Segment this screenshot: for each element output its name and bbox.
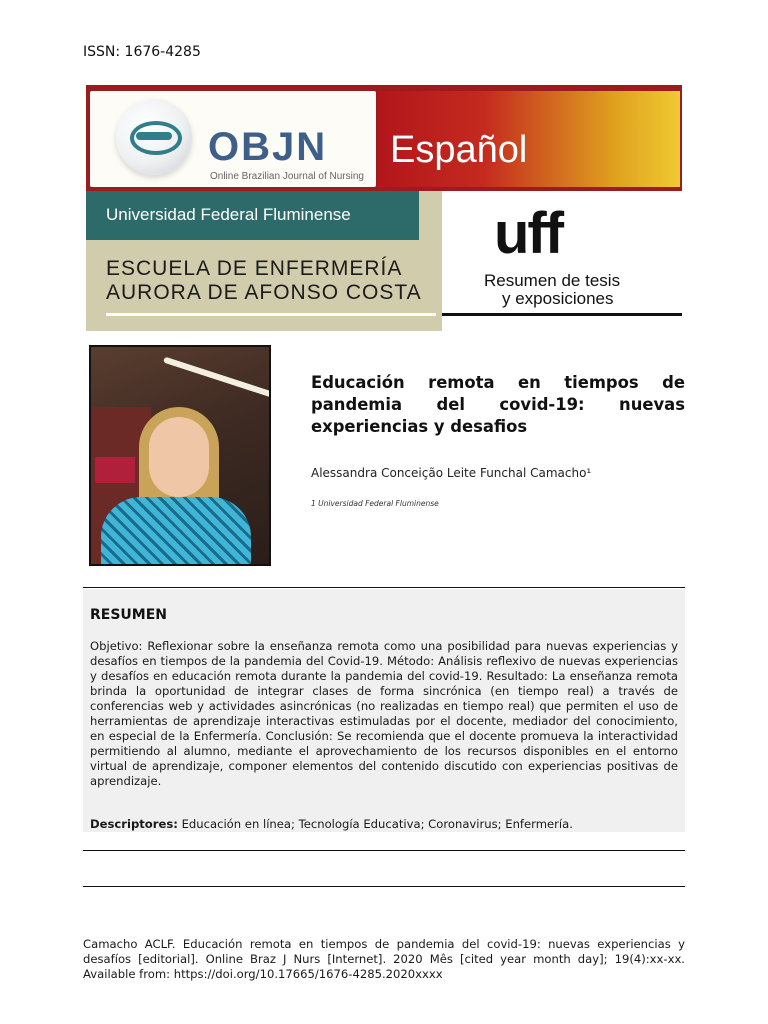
school-divider <box>106 313 436 316</box>
journal-logo-box <box>90 91 376 187</box>
section-divider <box>442 313 682 316</box>
article-author: Alessandra Conceição Leite Funchal Camacho¹ <box>311 466 592 480</box>
abstract-heading: RESUMEN <box>90 607 168 623</box>
article-title: Educación remota en tiempos de pandemia del covid-19: nuevas experiencias y desafios <box>311 373 685 436</box>
university-strip <box>86 191 419 240</box>
abstract-box <box>83 589 685 832</box>
citation: Camacho ACLF. Educación remota en tiempos de pandemia del covid-19: nuevas experiencias y desafíos [editorial]. Online Braz J Nurs [Internet]. 2020 Mês [cited year month day]; 19(4):xx-xx. Available from: https://doi.org/10.17665/1676-4285.2020xxxx <box>83 937 685 981</box>
author-affiliation: 1 Universidad Federal Fluminense <box>311 499 439 508</box>
banner-top <box>86 85 682 191</box>
descriptors <box>90 817 573 831</box>
language-label: Español <box>390 129 528 171</box>
journal-logo-text: OBJN <box>208 125 328 169</box>
author-photo <box>89 345 271 566</box>
university-name: Universidad Federal Fluminense <box>106 205 351 224</box>
descriptors-label: Descriptores: <box>90 817 178 831</box>
school-name-line1: ESCUELA DE ENFERMERÍA <box>106 257 403 280</box>
section-label-line2: y exposiciones <box>502 289 614 308</box>
uff-logo-area <box>442 191 682 331</box>
journal-logo-icon <box>116 99 192 175</box>
divider-rule <box>83 850 685 851</box>
school-panel <box>86 191 442 331</box>
school-name-line2: AURORA DE AFONSO COSTA <box>106 281 422 304</box>
journal-logo-subtitle: Online Brazilian Journal of Nursing <box>210 171 364 182</box>
descriptors-list: Educación en línea; Tecnología Educativa; Coronavirus; Enfermería. <box>181 817 573 831</box>
abstract-body: Objetivo: Reflexionar sobre la enseñanza remota como una posibilidad para nuevas experiencias y desafíos en tiempos de la pandemia del Covid-19. Método: Análisis reflexivo de nuevas experiencias y desafíos en educación remota durante la pandemia del covid-19. Resultado: La enseñanza remota brinda la oportunidad de integrar clases de forma sincrónica (en tiempo real) a través de conferencias web y actividades asincrónicas (no realizadas en tiempo real) que permiten el uso de herramientas de aprendizaje interactivas estimuladas por el docente, mediador del conocimiento, en especial de la Enfermería. Conclusión: Se recomienda que el docente promueva la interactividad permitiendo al alumno, mediante el aprovechamiento de los recursos disponibles en el entorno virtual de aprendizaje, componer elementos del contenido discutido con experiencias positivas de aprendizaje. <box>90 639 678 788</box>
abstract-top-rule <box>83 587 685 588</box>
issn-label: ISSN: 1676-4285 <box>83 44 201 60</box>
section-label-line1: Resumen de tesis <box>484 271 621 290</box>
divider-rule <box>83 886 685 887</box>
language-banner <box>378 91 680 187</box>
uff-logo: uff <box>494 201 563 266</box>
journal-banner <box>86 85 682 331</box>
